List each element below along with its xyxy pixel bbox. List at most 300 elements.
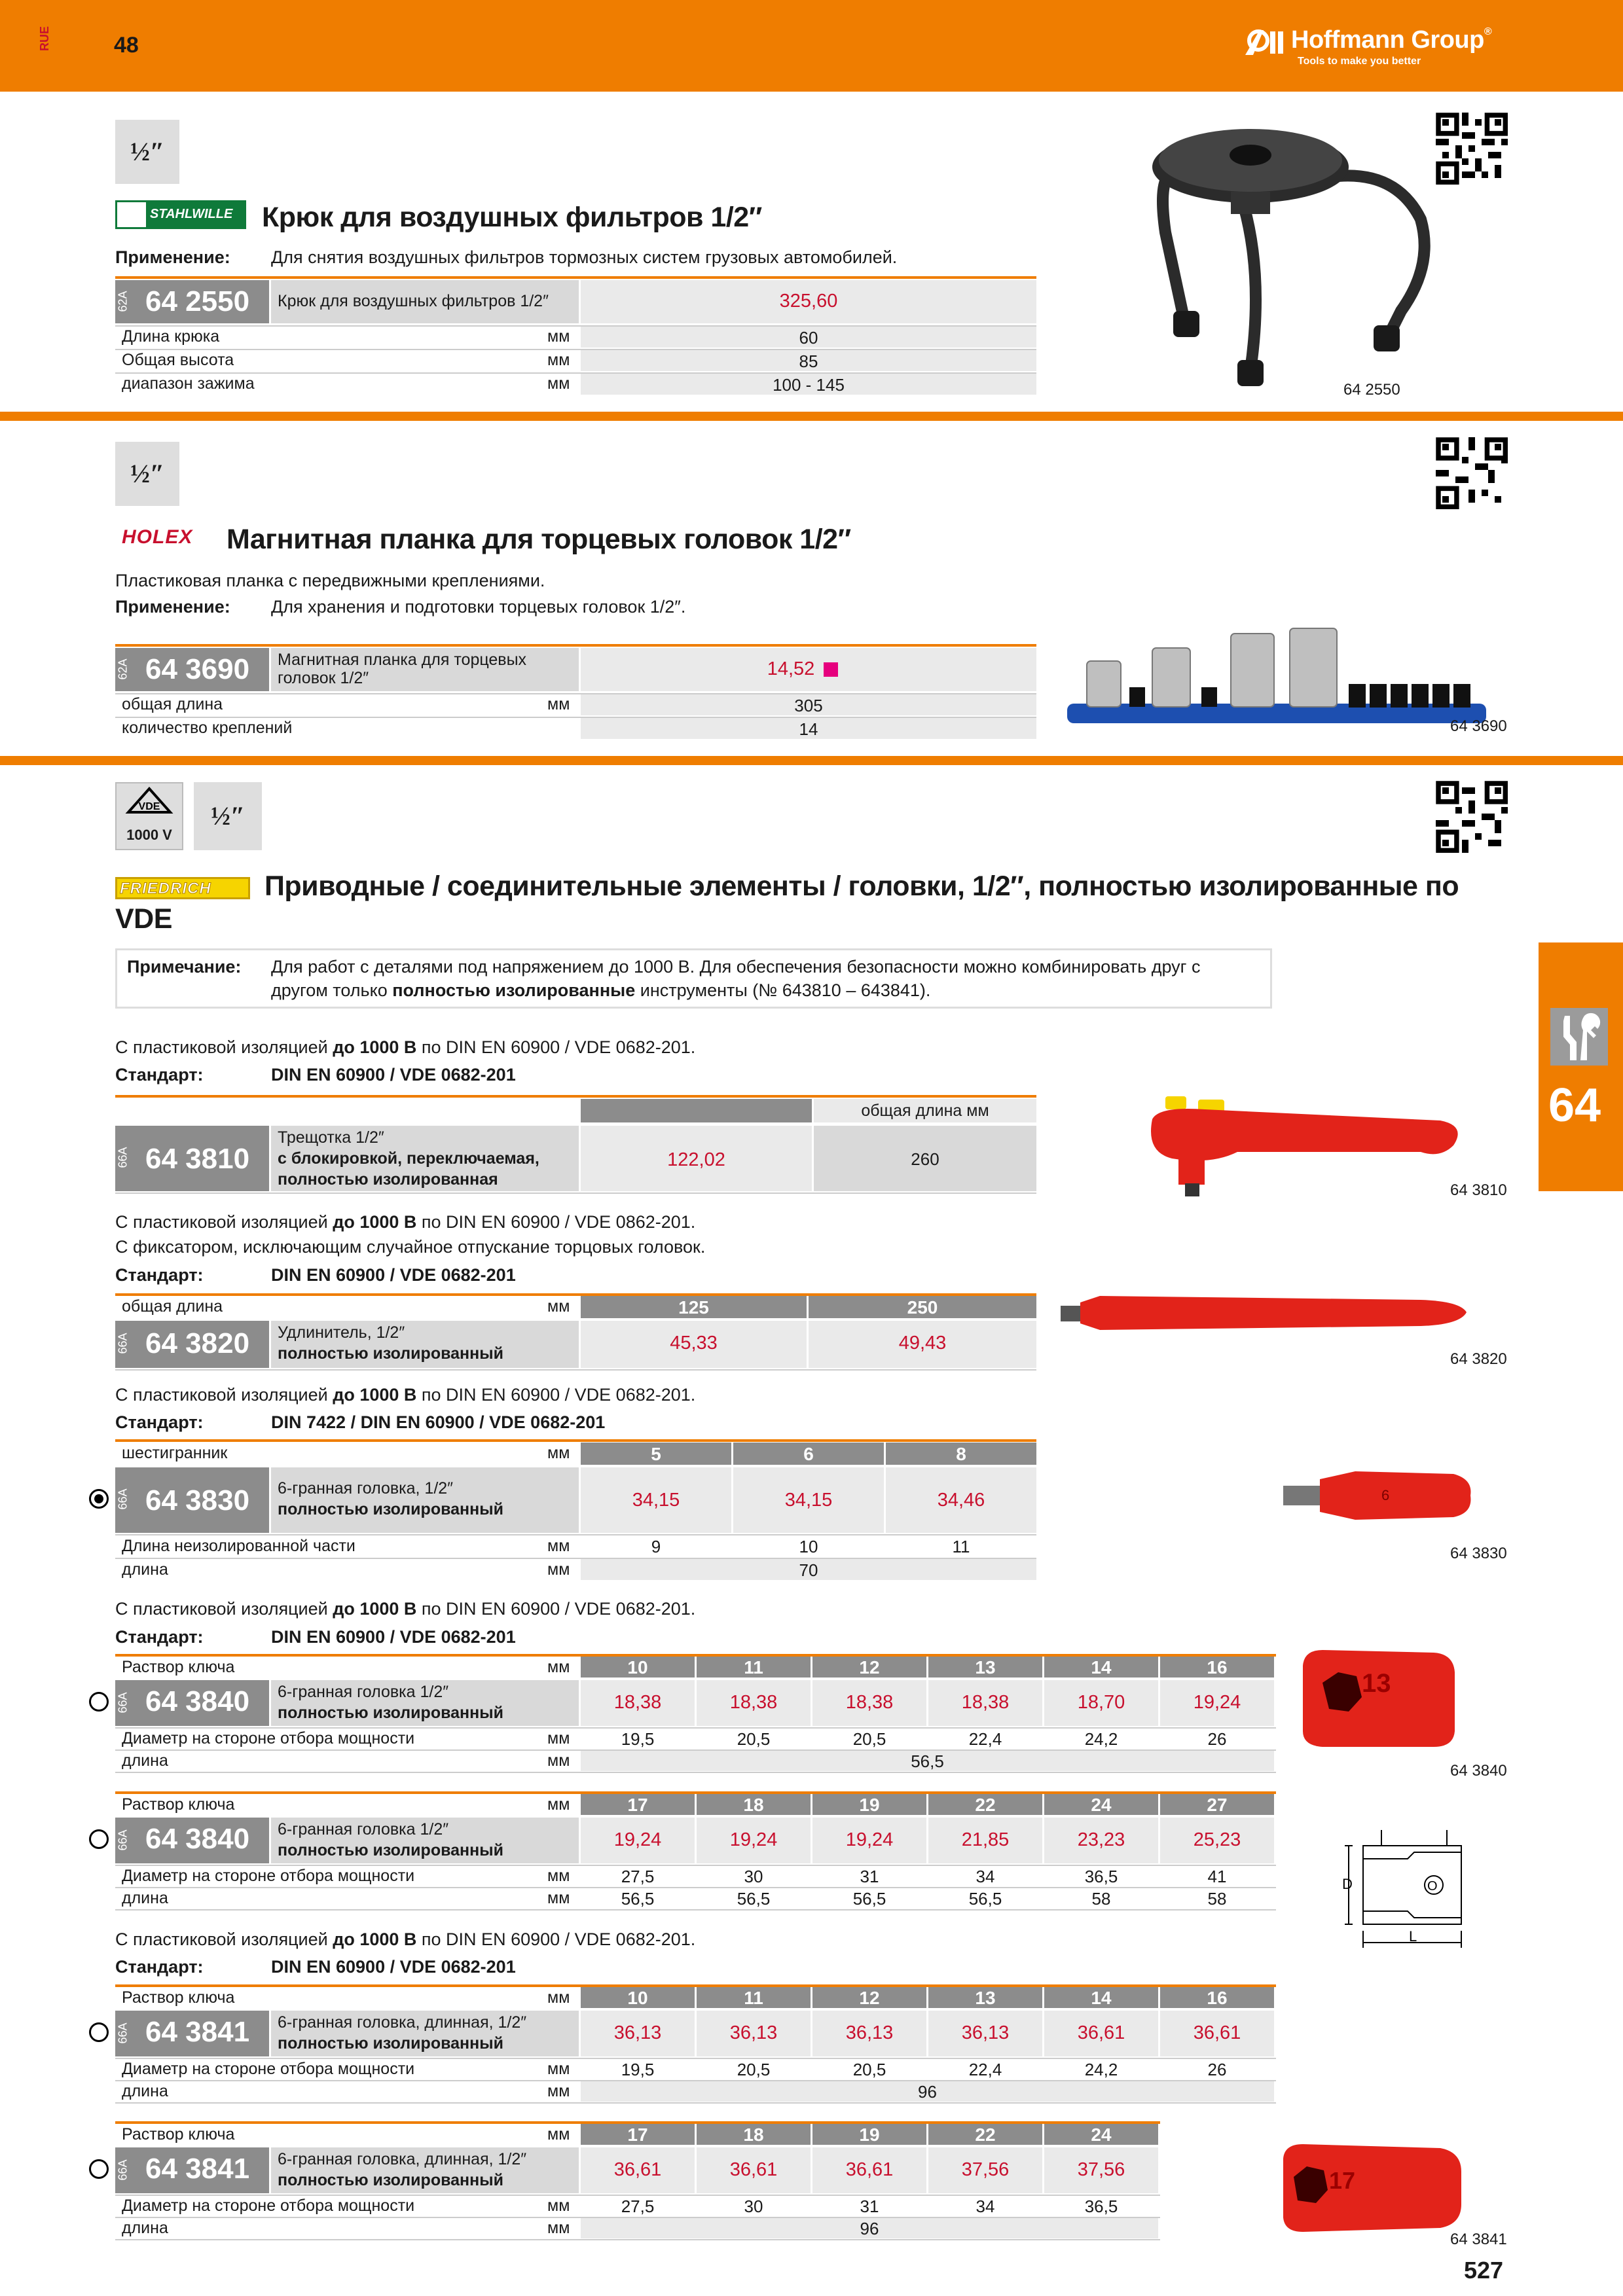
param-label: Раствор ключа [122,2125,235,2144]
order-cell [115,1680,269,1726]
price: 21,85 [961,1829,1010,1850]
order-prefix: 66A [116,1692,130,1713]
svg-text:13: 13 [1362,1669,1391,1698]
application-label-2: Применение: [115,597,230,617]
air-filter-hook-image [1113,115,1434,389]
price: 25,23 [1193,1829,1241,1850]
inch-badge-3: ½″ [194,782,262,850]
qr-icon [1436,113,1508,185]
standard-label: Стандарт: [115,1957,204,1977]
standard-value: DIN EN 60900 / VDE 0682-201 [271,1265,516,1285]
row-line [115,1887,1276,1888]
standard-value: DIN 7422 / DIN EN 60900 / VDE 0682-201 [271,1412,606,1432]
spec-value: 56,5 [911,1751,944,1771]
svg-text:6: 6 [1381,1487,1390,1503]
magnetic-rail-image [1061,622,1506,746]
price-1: 325,60 [779,291,838,312]
price: 45,33 [670,1333,718,1354]
order-number: 64 3841 [145,2153,250,2185]
row-line [115,1865,1276,1866]
spec-value: 14 [799,719,818,739]
product-title-3: Приводные / соединительные элементы / головки, 1/2″, полностью изолированные по [264,870,1459,902]
note-label: Примечание: [127,957,242,977]
brand-label: STAHLWILLE [150,207,233,221]
spec-value: 9 [651,1537,661,1556]
inch-badge-2: ½″ [115,442,179,506]
inch-badge-1: ½″ [115,120,179,184]
chapter-number: 64 [1548,1079,1601,1132]
spec-value: 20,5 [737,2060,771,2079]
order-number: 64 3840 [145,1823,250,1855]
svg-text:O: O [1427,1879,1438,1893]
product-desc-2: Магнитная планка для торцевых головок 1/2″ [278,651,527,687]
size-header: 18 [743,1795,764,1815]
product-desc: Удлинитель, 1/2″ [278,1323,405,1342]
table-top-line-2 [115,644,1036,647]
intro-text: по DIN EN 60900 / VDE 0682-201. [416,1385,696,1405]
size-header: 17 [627,2125,648,2145]
chapter-tab[interactable] [1539,942,1623,1191]
intro-emph: до 1000 В [333,1212,417,1232]
intro-text: С пластиковой изоляцией [115,1037,333,1057]
order-prefix: 66A [116,1333,130,1354]
spec-value: 20,5 [852,2060,886,2079]
spec-value: 56,5 [968,1889,1002,1909]
order-prefix: 66A [116,2159,130,2181]
spec-value: 20,5 [852,1729,886,1749]
spec-value: 56,5 [737,1889,771,1909]
row-line [115,1772,1276,1773]
spec-unit: мм [547,1751,570,1770]
net-price-marker [824,662,838,677]
qr-code-2[interactable] [1436,437,1508,509]
price: 36,13 [845,2022,894,2043]
table-top-line [115,1095,1036,1098]
spec-label: Диаметр на стороне отбора мощности [122,2197,415,2215]
vde-badge [115,782,183,850]
ratchet-image [1133,1080,1473,1211]
hex-bit-socket-image [1277,1460,1473,1532]
spec-label: диапазон зажима [122,374,255,393]
size-header: 5 [651,1444,661,1464]
spec-value: 27,5 [621,1867,655,1886]
spec-value: 30 [744,1867,763,1886]
product-desc: полностью изолированный [278,1344,503,1363]
spec-unit: мм [547,695,570,713]
application-text-2: Для хранения и подготовки торцевых головок 1/2″. [271,597,686,617]
product-title-2: Магнитная планка для торцевых головок 1/2″ [227,524,851,555]
param-label: шестигранник [122,1444,228,1462]
spec-value: 20,5 [737,1729,771,1749]
spec-unit: мм [547,2060,570,2078]
spec-value: 19,5 [621,1729,655,1749]
price: 36,13 [729,2022,778,2043]
qr-code-1[interactable] [1436,113,1508,185]
size-header: 16 [1207,1657,1228,1677]
price: 23,23 [1077,1829,1125,1850]
order-number: 64 3841 [145,2016,250,2048]
spec-label: общая длина [122,695,223,713]
row-line [115,2195,1160,2196]
spec-value: 36,5 [1084,2197,1118,2216]
row-line [115,2102,1276,2104]
price: 19,24 [613,1829,662,1850]
spec-label: Длина крюка [122,327,220,346]
spec-value: 58 [1091,1889,1111,1909]
order-prefix: 66A [116,1488,130,1510]
spec-value: 11 [952,1537,970,1556]
spec-unit: мм [547,1560,570,1579]
intro-text: С пластиковой изоляцией [115,1385,333,1405]
order-cell-2 [115,648,269,691]
table-top-line [115,1439,1036,1442]
param-label: Раствор ключа [122,1658,235,1676]
order-cell [115,1818,269,1863]
row-line [115,2058,1276,2059]
intro-emph: до 1000 В [333,1929,417,1949]
selection-radio[interactable] [89,2022,109,2042]
qr-code-3[interactable] [1436,781,1508,853]
product-desc: 6-гранная головка, длинная, 1/2″ [278,2150,527,2168]
note-line-2 [271,980,930,1001]
svg-text:VDE: VDE [138,801,160,812]
note-emph: полностью изолированные [392,980,636,1000]
language-code: RUE [38,26,51,51]
price: 18,38 [961,1692,1010,1713]
svg-text:D: D [1342,1876,1353,1892]
price-2: 14,52 [767,658,815,679]
size-header: 24 [1091,1795,1112,1815]
spec-label: Длина неизолированной части [122,1537,356,1555]
application-label-1: Применение: [115,247,230,267]
svg-text:17: 17 [1329,2167,1356,2194]
price: 36,61 [1193,2022,1241,2043]
price: 37,56 [961,2159,1010,2180]
long-socket-17-image [1277,2139,1467,2237]
intro-text: С пластиковой изоляцией [115,1212,333,1232]
spec-label: длина [122,1889,168,1907]
socket-table-3 [0,1984,1,1985]
selection-radio[interactable] [89,1829,109,1849]
page-number-top: 48 [114,33,139,58]
product-desc: полностью изолированный [278,2171,503,2189]
spec-unit: мм [547,327,570,346]
image-caption: 64 3810 [1450,1181,1507,1199]
socket-13-image [1296,1646,1460,1751]
order-prefix: 66A [116,2022,130,2044]
price: 18,38 [729,1692,778,1713]
image-caption: 64 3820 [1450,1350,1507,1368]
intro-text: С пластиковой изоляцией [115,1929,333,1949]
intro-text: по DIN EN 60900 / VDE 0682-201. [416,1599,696,1619]
size-header: 250 [907,1297,938,1318]
order-number: 64 3690 [145,653,250,685]
socket-table-2 [0,1791,1,1792]
price: 122,02 [667,1149,725,1170]
note-text: другом только [271,980,393,1000]
size-header: 27 [1207,1795,1228,1815]
size-header: 14 [1091,1988,1112,2008]
price: 36,61 [845,2159,894,2180]
size-header: 22 [975,2125,996,2145]
intro-b1 [115,1037,695,1058]
socket-dimension-drawing [1336,1826,1473,1957]
intro-b2 [115,1212,695,1232]
intro-text: по DIN EN 60900 / VDE 0682-201. [416,1037,696,1057]
order-cell-1 [115,280,269,323]
product-desc: Трещотка 1/2″ [278,1128,384,1147]
price: 36,61 [613,2159,662,2180]
standard-value: DIN EN 60900 / VDE 0682-201 [271,1065,516,1085]
product-desc-1: Крюк для воздушных фильтров 1/2″ [278,292,549,310]
intro-text: С пластиковой изоляцией [115,1599,333,1619]
size-header: 16 [1207,1988,1228,2008]
spec-value: 10 [799,1537,818,1556]
param-unit: мм [547,1795,570,1814]
selection-radio[interactable] [89,2159,109,2179]
product-desc: 6-гранная головка, длинная, 1/2″ [278,2013,527,2032]
size-header: 13 [975,1988,996,2008]
logo-reg: ® [1484,26,1492,37]
brand-logo-stahlwille [115,200,246,229]
table-top-line-1 [115,276,1036,279]
param-label: Раствор ключа [122,1988,235,2007]
intro-b3 [115,1385,695,1405]
socket-table-1 [0,1654,1,1655]
order-number: 64 3830 [145,1484,250,1516]
svg-text:L: L [1409,1928,1417,1945]
size-header: 17 [627,1795,648,1815]
order-number: 64 3820 [145,1327,250,1359]
size-header: 13 [975,1657,996,1677]
price: 18,38 [845,1692,894,1713]
spec-value: 58 [1207,1889,1227,1909]
price: 36,61 [1077,2022,1125,2043]
standard-label: Стандарт: [115,1412,204,1432]
size-header: 12 [859,1657,880,1677]
spec-value: 96 [918,2082,937,2102]
extension-image [1054,1283,1473,1342]
spec-label: длина [122,1560,168,1579]
section-separator [0,756,1623,765]
length-value: 260 [911,1149,939,1169]
size-header: 8 [956,1444,966,1464]
page-number-bottom: 527 [1464,2257,1504,2284]
spec-value: 41 [1207,1867,1227,1886]
spec-value: 19,5 [621,2060,655,2079]
order-number: 64 2550 [145,285,250,317]
order-cell [115,1321,269,1368]
row-line [115,2239,1160,2240]
spec-value: 31 [860,1867,879,1886]
param-unit: мм [547,1658,570,1676]
price: 34,46 [937,1490,985,1511]
note-text: инструменты (№ 643810 – 643841). [635,980,931,1000]
row-line [115,1534,1036,1535]
hdr-bg [581,1099,812,1122]
spec-label: количество креплений [122,719,293,737]
size-header: 10 [627,1657,648,1677]
product-desc: полностью изолированный [278,2034,503,2053]
spec-value: 85 [799,351,818,371]
order-prefix: 66A [116,1829,130,1851]
spec-value: 56,5 [621,1889,655,1909]
price: 36,61 [729,2159,778,2180]
size-header: 11 [744,1657,763,1677]
spec-unit: мм [547,351,570,369]
spec-value: 100 - 145 [773,375,845,395]
size-header: 24 [1091,2125,1112,2145]
order-prefix: 62A [116,291,130,312]
spec-value: 26 [1207,1729,1227,1749]
wrench-icon [1550,1008,1608,1066]
price: 19,24 [845,1829,894,1850]
price: 18,38 [613,1692,662,1713]
intro-b2-line2: С фиксатором, исключающим случайное отпускание торцовых головок. [115,1237,706,1257]
param-unit: мм [547,1297,570,1316]
intro-text: по DIN EN 60900 / VDE 0682-201. [416,1929,696,1949]
price: 34,15 [784,1490,833,1511]
price: 19,24 [729,1829,778,1850]
intro-text: по DIN EN 60900 / VDE 0862-201. [416,1212,696,1232]
product-title-1: Крюк для воздушных фильтров 1/2″ [262,202,762,233]
product-desc: полностью изолированный [278,1841,503,1859]
spec-value: 22,4 [968,2060,1002,2079]
price: 49,43 [898,1333,947,1354]
spec-label: Диаметр на стороне отбора мощности [122,2060,415,2078]
order-cell [115,2147,269,2193]
spec-label: длина [122,2219,168,2237]
product-desc: полностью изолированная [278,1170,498,1189]
param-unit: мм [547,2125,570,2144]
spec-label: Диаметр на стороне отбора мощности [122,1729,415,1748]
product-desc: с блокировкой, переключаемая, [278,1149,539,1168]
row-line [115,1909,1276,1910]
product-desc: 6-гранная головка 1/2″ [278,1683,449,1701]
order-number: 64 3810 [145,1143,250,1175]
spec-value: 24,2 [1084,2060,1118,2079]
spec-value: 27,5 [621,2197,655,2216]
intro-emph: до 1000 В [333,1037,417,1057]
price: 19,24 [1193,1692,1241,1713]
size-header: 19 [859,2125,880,2145]
spec-unit: мм [547,2219,570,2237]
size-header: 14 [1091,1657,1112,1677]
spec-unit: мм [547,1889,570,1907]
product-desc: полностью изолированный [278,1704,503,1722]
price: 34,15 [632,1490,680,1511]
spec-value: 36,5 [1084,1867,1118,1886]
logo-tagline: Tools to make you better [1298,56,1421,67]
product-desc: полностью изолированный [278,1500,503,1518]
price: 18,70 [1077,1692,1125,1713]
brand-label: FRIEDRICH [120,880,211,897]
image-caption-1: 64 2550 [1343,381,1400,399]
spec-unit: мм [547,1537,570,1555]
size-header: 22 [975,1795,996,1815]
spec-value: 31 [860,2197,879,2216]
product-title-3-line2: VDE [115,903,172,935]
row-line [115,1369,1036,1371]
spec-unit: мм [547,1729,570,1748]
section-separator [0,412,1623,421]
size-header: 12 [859,1988,880,2008]
spec-value: 96 [860,2219,879,2238]
spec-value: 30 [744,2197,763,2216]
intro-b6 [115,1929,695,1950]
spec-value: 26 [1207,2060,1227,2079]
application-text-1: Для снятия воздушных фильтров тормозных систем грузовых автомобилей. [271,247,898,267]
spec-value: 34 [976,2197,995,2216]
price: 37,56 [1077,2159,1125,2180]
intro-emph: до 1000 В [333,1385,417,1405]
intro-b4 [115,1599,695,1619]
product-desc: 6-гранная головка, 1/2″ [278,1479,454,1498]
selection-radio[interactable] [89,1489,109,1509]
param-label: общая длина [122,1297,223,1316]
size-header: 11 [744,1988,763,2008]
image-caption: 64 3830 [1450,1545,1507,1562]
row-line [115,1727,1276,1729]
spec-unit: мм [547,374,570,393]
standard-label: Стандарт: [115,1627,204,1647]
image-caption: 64 3840 [1450,1762,1507,1780]
qr-icon [1436,781,1508,853]
order-prefix: 66A [116,1147,130,1168]
size-header: 125 [678,1297,709,1318]
vde-triangle-icon [117,783,182,829]
spec-value: 24,2 [1084,1729,1118,1749]
logo-text: Hoffmann Group [1291,26,1484,54]
spec-label: длина [122,1751,168,1770]
size-header: 18 [743,2125,764,2145]
size-header: 10 [627,1988,648,2008]
column-header: общая длина мм [861,1102,989,1120]
hoffmann-logo-icon [1244,26,1290,59]
spec-unit: мм [547,2082,570,2100]
size-header: 6 [803,1444,814,1464]
order-cell [115,1126,269,1191]
order-cell [115,2011,269,2056]
standard-label: Стандарт: [115,1065,204,1085]
price: 36,13 [961,2022,1010,2043]
order-number: 64 3840 [145,1685,250,1717]
image-caption: 64 3841 [1450,2231,1507,2248]
selection-radio[interactable] [89,1692,109,1712]
note-line-1: Для работ с деталями под напряжением до 1000 В. Для обеспечения безопасности можно комбинировать друг с [271,957,1201,977]
qr-icon [1436,437,1508,509]
spec-value: 56,5 [852,1889,886,1909]
spec-unit: мм [547,2197,570,2215]
spec-value: 70 [799,1560,818,1580]
intro-emph: до 1000 В [333,1599,417,1619]
spec-value: 60 [799,328,818,348]
order-prefix: 62A [116,658,130,680]
vde-voltage: 1000 V [126,827,172,843]
spec-value: 305 [794,696,823,715]
image-caption-2: 64 3690 [1450,717,1507,735]
size-header: 19 [859,1795,880,1815]
spec-unit: мм [547,1867,570,1885]
standard-value: DIN EN 60900 / VDE 0682-201 [271,1627,516,1647]
param-unit: мм [547,1988,570,2007]
param-unit: мм [547,1444,570,1462]
standard-value: DIN EN 60900 / VDE 0682-201 [271,1957,516,1977]
order-cell [115,1467,269,1533]
hoffmann-logo [1244,26,1492,67]
standard-label: Стандарт: [115,1265,204,1285]
socket-table-4 [0,2121,1,2122]
